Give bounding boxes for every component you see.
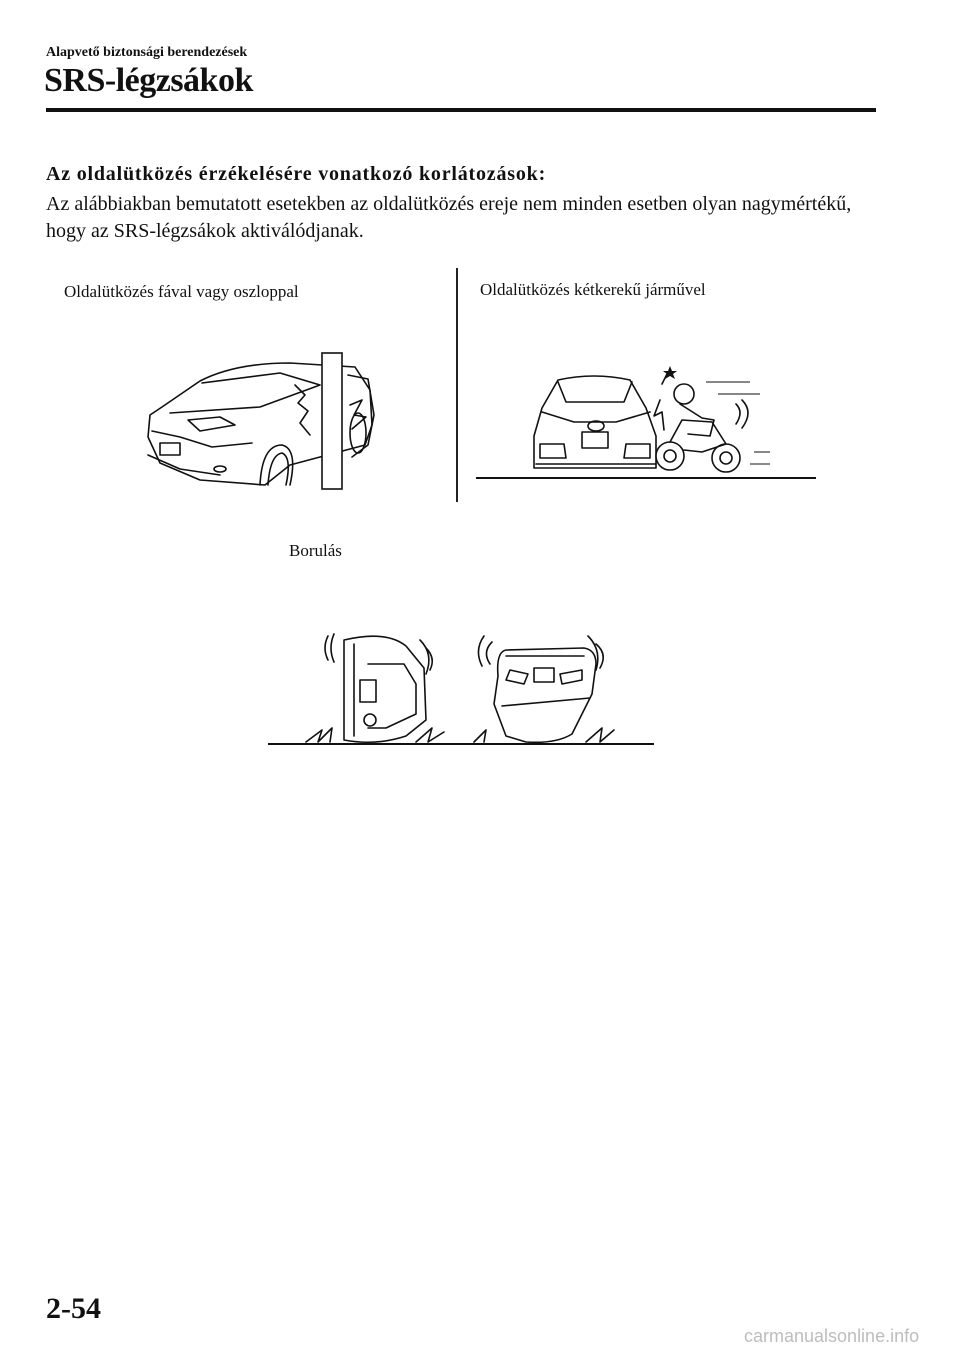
car-rollover-illustration: [266, 624, 656, 750]
figure-divider: [456, 268, 458, 502]
page-title: SRS-légzsákok: [44, 62, 253, 99]
subheading: Az oldalütközés érzékelésére vonatkozó korlátozások:: [46, 163, 547, 185]
caption-rollover: Borulás: [289, 541, 342, 560]
caption-tree-pole: Oldalütközés fával vagy oszloppal: [64, 282, 299, 301]
caption-two-wheeler: Oldalütközés kétkerekű járművel: [480, 280, 706, 299]
car-hit-by-motorcycle-illustration: [474, 360, 819, 482]
section-label: Alapvető biztonsági berendezések: [46, 45, 248, 60]
body-paragraph: Az alábbiakban bemutatott esetekben az oldalütközés ereje nem minden esetben olyan nagymértékű, hogy az SRS-légzsákok aktiválódjanak.: [46, 193, 852, 242]
watermark: carmanualsonline.info: [744, 1326, 920, 1346]
car-hitting-pole-illustration: [140, 345, 380, 495]
title-rule: [46, 108, 876, 112]
page-number: 2-54: [46, 1292, 101, 1325]
